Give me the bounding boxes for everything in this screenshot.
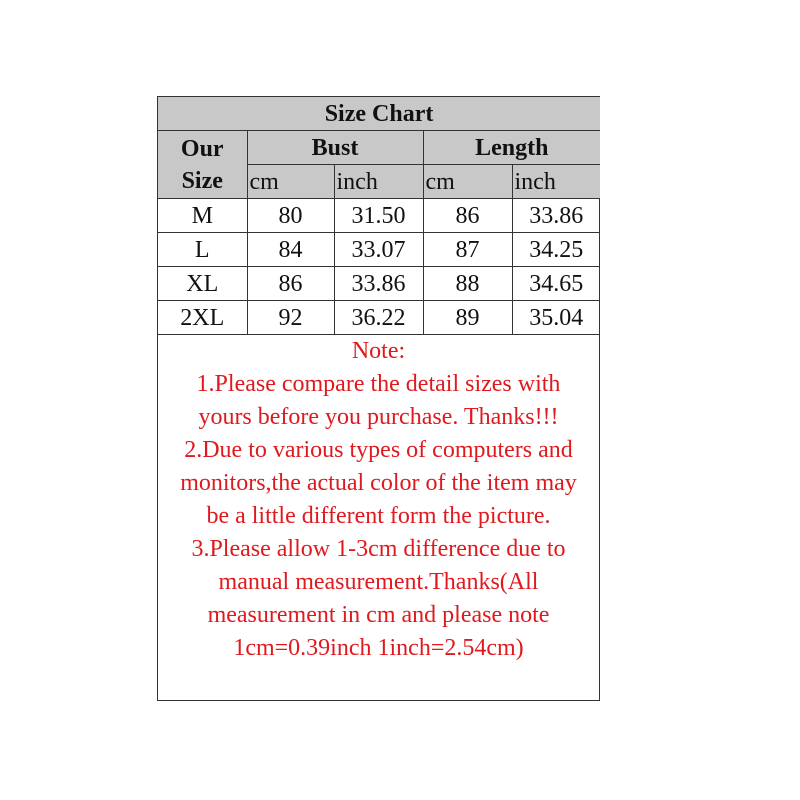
- size-table: [158, 97, 600, 335]
- bust-cm-cell: 86: [247, 267, 334, 301]
- bust-inch-cell: 36.22: [334, 301, 423, 335]
- note-line: measurement in cm and please note: [207, 602, 550, 628]
- length-inch-cell: 33.86: [512, 199, 600, 233]
- note-line: 1.Please compare the detail sizes with: [196, 371, 561, 397]
- length-header: Length: [423, 131, 600, 165]
- bust-inch-cell: 31.50: [334, 199, 423, 233]
- group-header-row: [158, 131, 600, 165]
- size-cell: M: [158, 199, 247, 233]
- table-row: [158, 199, 600, 233]
- note-line: be a little different form the picture.: [206, 503, 551, 529]
- note-line: yours before you purchase. Thanks!!!: [198, 404, 559, 430]
- length-inch-cell: 34.65: [512, 267, 600, 301]
- bust-header: Bust: [247, 131, 423, 165]
- size-cell: L: [158, 233, 247, 267]
- bust-inch-header: inch: [334, 165, 423, 199]
- length-cm-cell: 89: [423, 301, 512, 335]
- note-line: 3.Please allow 1-3cm difference due to: [191, 536, 566, 562]
- table-row: [158, 233, 600, 267]
- size-cell: 2XL: [158, 301, 247, 335]
- note-line: 2.Due to various types of computers and: [184, 437, 573, 463]
- length-cm-cell: 86: [423, 199, 512, 233]
- length-inch-cell: 35.04: [512, 301, 600, 335]
- size-chart: [157, 96, 600, 701]
- length-cm-cell: 87: [423, 233, 512, 267]
- length-cm-cell: 88: [423, 267, 512, 301]
- our-size-line1: Our: [180, 135, 224, 162]
- table-row: [158, 267, 600, 301]
- length-inch-cell: 34.25: [512, 233, 600, 267]
- bust-cm-cell: 80: [247, 199, 334, 233]
- bust-cm-header: cm: [247, 165, 334, 199]
- length-cm-header: cm: [423, 165, 512, 199]
- title-row: [158, 97, 600, 131]
- size-cell: XL: [158, 267, 247, 301]
- chart-title: Size Chart: [158, 97, 600, 131]
- note-line: 1cm=0.39inch 1inch=2.54cm): [233, 635, 524, 661]
- note-heading: Note:: [351, 338, 406, 364]
- bust-cm-cell: 92: [247, 301, 334, 335]
- bust-inch-cell: 33.07: [334, 233, 423, 267]
- table-row: [158, 301, 600, 335]
- note-line: monitors,the actual color of the item may: [180, 470, 577, 496]
- note-text: [158, 335, 599, 665]
- our-size-line2: Size: [181, 167, 223, 194]
- bust-inch-cell: 33.86: [334, 267, 423, 301]
- length-inch-header: inch: [512, 165, 600, 199]
- bust-cm-cell: 84: [247, 233, 334, 267]
- note-line: manual measurement.Thanks(All: [218, 569, 539, 595]
- our-size-header: [158, 131, 247, 199]
